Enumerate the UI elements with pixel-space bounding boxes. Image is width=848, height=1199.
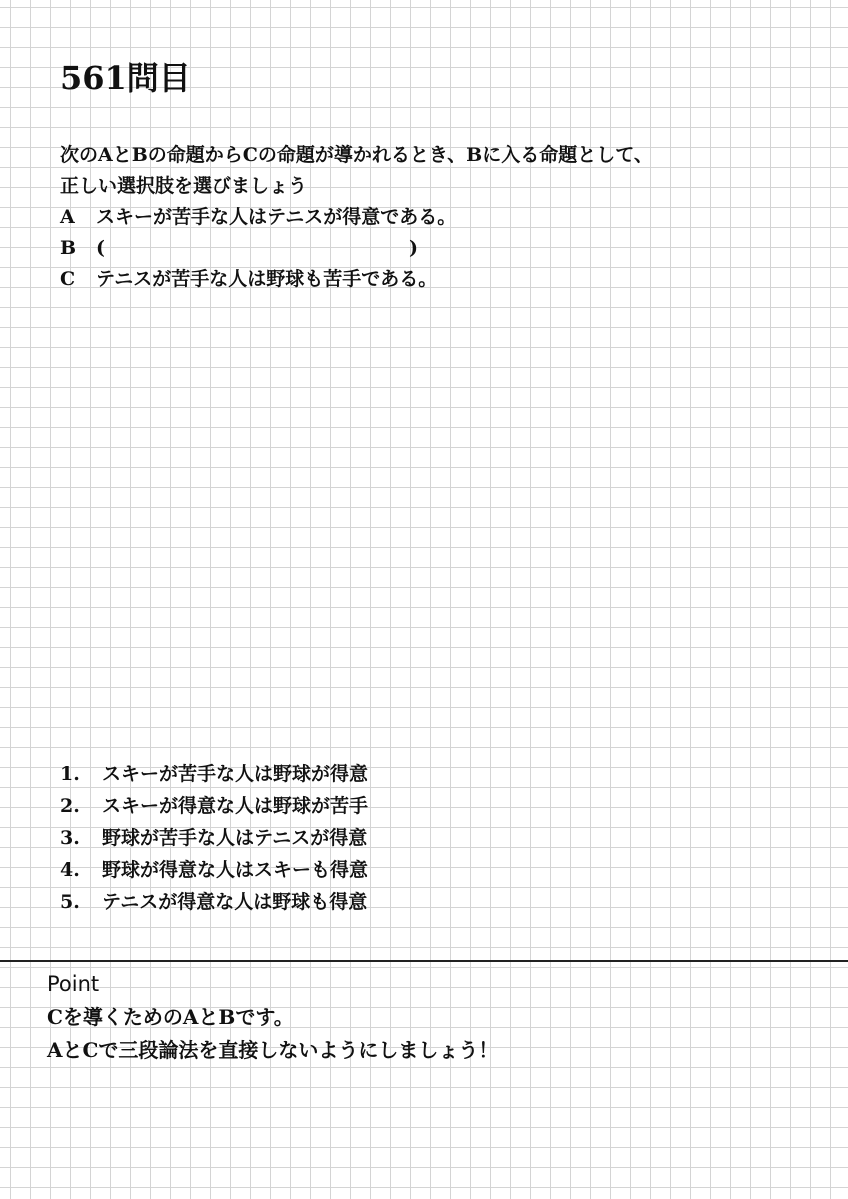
choice-item	[60, 886, 368, 918]
choice-number: 1.	[60, 763, 80, 785]
question-text	[60, 140, 653, 202]
choice-text: スキーが苦手な人は野球が得意	[102, 763, 369, 785]
choice-item	[60, 758, 368, 790]
premise-c-label: C	[60, 268, 76, 290]
point-line-1: Cを導くためのAとBです。	[47, 1005, 294, 1029]
question-line-1: 次のAとBの命題からCの命題が導かれるとき、Bに入る命題として、	[60, 144, 653, 166]
premise-c	[60, 264, 437, 295]
point-title: Point	[47, 972, 100, 996]
choice-number: 5.	[60, 891, 80, 913]
premise-b-open-paren: (	[96, 237, 105, 259]
choice-item	[60, 854, 368, 886]
point-line-2: AとCで三段論法を直接しないようにしましょう！	[47, 1038, 499, 1062]
point-section	[47, 968, 498, 1067]
premise-b-label: B	[60, 237, 77, 259]
choice-list	[60, 758, 368, 918]
premise-b	[60, 233, 418, 264]
premise-a	[60, 202, 456, 233]
premise-a-text: スキーが苦手な人はテニスが得意である。	[96, 206, 457, 228]
choice-item	[60, 790, 368, 822]
page-title: 561問目	[60, 59, 191, 97]
choice-number: 3.	[60, 827, 80, 849]
choice-text: 野球が得意な人はスキーも得意	[102, 859, 369, 881]
premise-a-label: A	[60, 206, 75, 228]
premise-b-close-paren: )	[409, 237, 418, 259]
premise-c-text: テニスが苦手な人は野球も苦手である。	[96, 268, 438, 290]
section-divider	[0, 960, 848, 962]
choice-text: テニスが得意な人は野球も得意	[102, 891, 368, 913]
choice-item	[60, 822, 368, 854]
question-line-2: 正しい選択肢を選びましょう	[60, 175, 308, 197]
choice-number: 4.	[60, 859, 80, 881]
choice-text: 野球が苦手な人はテニスが得意	[102, 827, 368, 849]
choice-number: 2.	[60, 795, 80, 817]
choice-text: スキーが得意な人は野球が苦手	[102, 795, 369, 817]
